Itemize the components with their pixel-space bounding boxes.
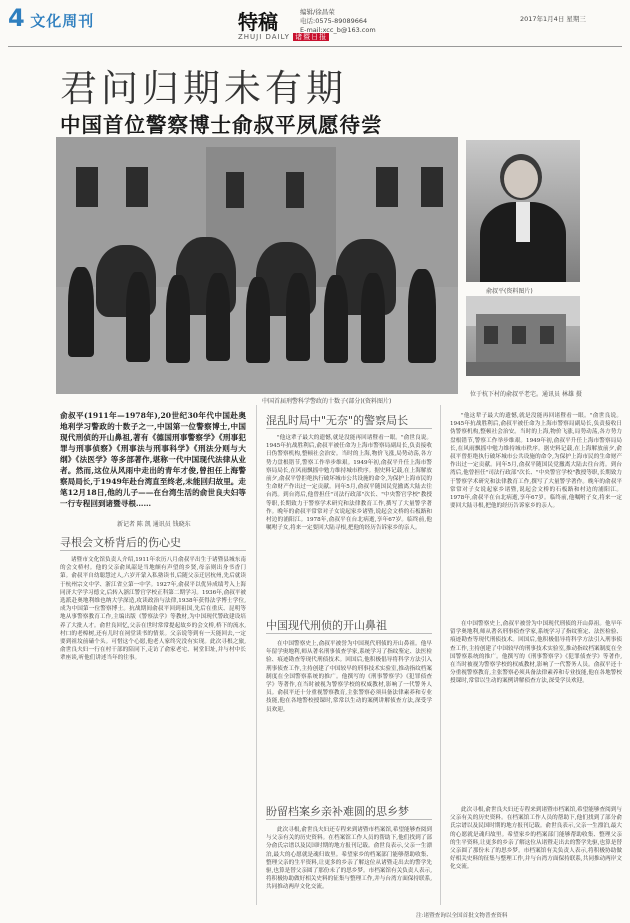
email-line: E-mail:xcc_b@163.com [300, 26, 376, 34]
article-column-2 [266, 434, 432, 604]
article-text: 在中国警察史上,俞叔平被誉为中国现代刑侦的开山鼻祖。他早年留学奥地利,师从著名刑事侦查学家,系统学习了指纹鉴定、法医检验、痕迹勘查等现代刑侦技术。回国后,他积极倡导将科学方法引入刑事侦查工作,主持创建了中国较早的刑事技术实验室,推动指纹档案制度在全国警察系统的推广。他撰写的《刑事警察学》《犯罪侦查学》等著作,在当时被视为警察学校的权威教材,影响了一代警务人员。俞叔平还十分重视警察教育,主张警察必须具备法律素养和专业技能,他在各地警校授课时,常常以生动的案例讲解侦查方法,深受学员欢迎。 [266, 641, 432, 713]
section-rule [266, 633, 432, 634]
house-photo [466, 296, 580, 376]
house-caption: 位于杭下村的俞叔平老宅。通讯员 林雄 摄 [470, 391, 582, 398]
editor-line: 编辑/徐昌荣 [300, 8, 335, 16]
section-sub-en: ZHUJI DAILY [238, 33, 290, 41]
portrait-caption: 俞叔平(资料图片) [486, 288, 533, 295]
article-text: 在中国警察史上,俞叔平被誉为中国现代刑侦的开山鼻祖。他早年留学奥地利,师从著名刑事侦查学家,系统学习了指纹鉴定、法医检验、痕迹勘查等现代刑侦技术。回国后,他积极倡导将科学方法引入刑事侦查工作,主持创建了中国较早的刑事技术实验室,推动指纹档案制度在全国警察系统的推广。他撰写的《刑事警察学》《犯罪侦查学》等著作,在当时被视为警察学校的权威教材,影响了一代警务人员。俞叔平还十分重视警察教育,主张警察必须具备法律素养和专业技能,他在各地警校授课时,常常以生动的案例讲解侦查方法,深受学员欢迎。 [450, 621, 622, 685]
article-column-1 [60, 556, 246, 906]
article-column-3b [450, 620, 622, 800]
section-heading-3: 中国现代刑侦的开山鼻祖 [266, 619, 387, 632]
section-rule [266, 428, 432, 429]
portrait-photo [466, 140, 580, 282]
section-rule [266, 819, 432, 820]
article-column-2b [450, 412, 622, 604]
section-title: 特稿 [238, 10, 278, 34]
paper-name: 文化周刊 [30, 12, 95, 30]
article-text: 此次寻根,俞世良夫妇还专程来到诸暨市档案馆,希望能够查阅到与父亲有关的历史资料。在档案馆工作人员的帮助下,他们找到了部分俞氏宗谱以及民国时期的地方报刊记载。俞世良表示,父亲一生漂泊,最大的心愿就是魂归故里。希望家乡的档案部门能够帮助收集、整理父亲的生平资料,让更多的乡亲了解这位从诸暨走出去的警学先驱,也算是替父亲圆了那份未了的思乡梦。市档案馆有关负责人表示,将积极协助做好相关史料的征集与整理工作,并与台湾方面保持联系,共同推动两岸文化交流。 [450, 807, 622, 871]
page-subtitle: 中国首位警察博士俞叔平夙愿待尝 [60, 113, 383, 137]
editor-info [300, 8, 376, 35]
section-heading-2: 混乱时局中"无奈"的警察局长 [266, 414, 409, 427]
article-text: 诸暨市文化馆负责人介绍,1911年农历八月俞叔平出生于诸暨县城东南的会文桥村。他的父亲俞凤韶是当地颇有声望的乡贤,母亲则出身书香门第。俞叔平自幼聪慧过人,六岁开蒙入私塾读书,后随父亲迁居杭州,先后就读于杭州宗文中学、浙江省立第一中学。1927年,俞叔平以优异成绩考入上海同济大学学习德文,后转入浙江警官学校正科第二期学习。1936年,俞叔平被选派赴奥地利维也纳大学深造,攻读政治与法律,1938年获得法学博士学位,成为中国第一位警察博士。抗战期间俞叔平回到祖国,先后在重庆、昆明等地从事警察教育工作,主编出版《警察法学》等教材,为中国现代警政建设培养了大批人才。俞世良回忆,父亲在世时常常提起故乡的会文桥,桥下的流水,村口的老樟树,还有儿时在祠堂读书的情景。父亲说等到有一天能回去,一定要到祖坟前磕个头。可惜这个心愿,他老人家终究没有实现。此次寻根之旅,俞世良夫妇一行在村干部的陪同下,走访了俞家老宅、祠堂旧址,并与村中长辈座谈,听他们讲述当年的往事。 [60, 557, 246, 662]
main-photo [56, 137, 458, 394]
column-divider [440, 405, 441, 905]
article-column-4 [266, 826, 432, 908]
footer-note: 注:诸暨查询以全国首批文物普查资料 [416, 913, 508, 919]
paper-logo [8, 4, 94, 32]
phone-line: 电话:0575-89089664 [300, 17, 368, 25]
section-sub-cn: 诸暨日报 [295, 33, 328, 41]
column-divider [256, 405, 257, 905]
article-column-3 [266, 640, 432, 800]
page-title: 君问归期未有期 [60, 67, 347, 110]
article-column-4b [450, 806, 622, 908]
masthead-rule [8, 46, 622, 47]
lead-paragraph: 俞叔平(1911年—1978年),20世纪30年代中国赴奥地利学习警政的十数子之一,中国第一位警察博士,中国现代刑侦的开山鼻祖,著有《德国刑事警察学》《刑事犯罪与刑事侦察》《刑事法与刑事科学》《刑法分则与大纲》《法医学》等多部著作,堪称一代中国现代法律从业者。然而,这位从风雨中走出的青年才俊,曾担任上海警察局局长,于1949年赴台湾直至终老,未能回归故里。走笔12月18日,他的儿子——在台湾生活的俞世良夫妇等一行专程回到诸暨寻根…… [60, 411, 246, 508]
section-heading-1: 寻根会文桥背后的伤心史 [60, 536, 181, 549]
section-rule [60, 550, 246, 551]
lead-author: 新记者 陈 凯 通讯员 钱晓东 [117, 521, 191, 528]
main-photo-caption: 中国首届刑警科学警政的十数子(部分)(资料图片) [262, 398, 392, 405]
article-text: "他这辈子最大的遗憾,就是没能再回诸暨看一眼。"俞世良说。1945年抗战胜利后,俞叔平被任命为上海市警察局副局长,负责接收日伪警察机构,整顿社会治安。当时的上海,物价飞涨,局势动荡,各方势力盘根错节,警察工作举步维艰。1949年初,俞叔平升任上海市警察局局长,在风雨飘摇中勉力维持城市秩序。据史料记载,在上海解放前夕,俞叔平曾拒绝执行破坏城市公共设施的命令,为保护上海市民的生命财产作出过一定贡献。同年5月,俞叔平随国民党撤离大陆去往台湾。到台湾后,他曾担任"司法行政部"次长、"中央警官学校"教授等职,长期致力于警察学术研究和法律教育工作,撰写了大量警学著作。晚年的俞叔平常常对子女说起家乡诸暨,说起会文桥的石板路和村边的浦阳江。1978年,俞叔平在台北病逝,享年67岁。临终前,他嘱咐子女,将来一定要回大陆寻根,把他的经历告诉家乡的亲人。 [266, 435, 432, 532]
page-number: 4 [8, 4, 25, 32]
section-heading-4: 盼留档案乡亲补难圆的思乡梦 [266, 805, 409, 818]
article-text: "他这辈子最大的遗憾,就是没能再回诸暨看一眼。"俞世良说。1945年抗战胜利后,俞叔平被任命为上海市警察局副局长,负责接收日伪警察机构,整顿社会治安。当时的上海,物价飞涨,局势动荡,各方势力盘根错节,警察工作举步维艰。1949年初,俞叔平升任上海市警察局局长,在风雨飘摇中勉力维持城市秩序。据史料记载,在上海解放前夕,俞叔平曾拒绝执行破坏城市公共设施的命令,为保护上海市民的生命财产作出过一定贡献。同年5月,俞叔平随国民党撤离大陆去往台湾。到台湾后,他曾担任"司法行政部"次长、"中央警官学校"教授等职,长期致力于警察学术研究和法律教育工作,撰写了大量警学著作。晚年的俞叔平常常对子女说起家乡诸暨,说起会文桥的石板路和村边的浦阳江。1978年,俞叔平在台北病逝,享年67岁。临终前,他嘱咐子女,将来一定要回大陆寻根,把他的经历告诉家乡的亲人。 [450, 413, 622, 510]
issue-date: 2017年1月4日 星期三 [520, 15, 586, 23]
article-text: 此次寻根,俞世良夫妇还专程来到诸暨市档案馆,希望能够查阅到与父亲有关的历史资料。在档案馆工作人员的帮助下,他们找到了部分俞氏宗谱以及民国时期的地方报刊记载。俞世良表示,父亲一生漂泊,最大的心愿就是魂归故里。希望家乡的档案部门能够帮助收集、整理父亲的生平资料,让更多的乡亲了解这位从诸暨走出去的警学先驱,也算是替父亲圆了那份未了的思乡梦。市档案馆有关负责人表示,将积极协助做好相关史料的征集与整理工作,并与台湾方面保持联系,共同推动两岸文化交流。 [266, 827, 432, 891]
masthead [0, 0, 630, 48]
